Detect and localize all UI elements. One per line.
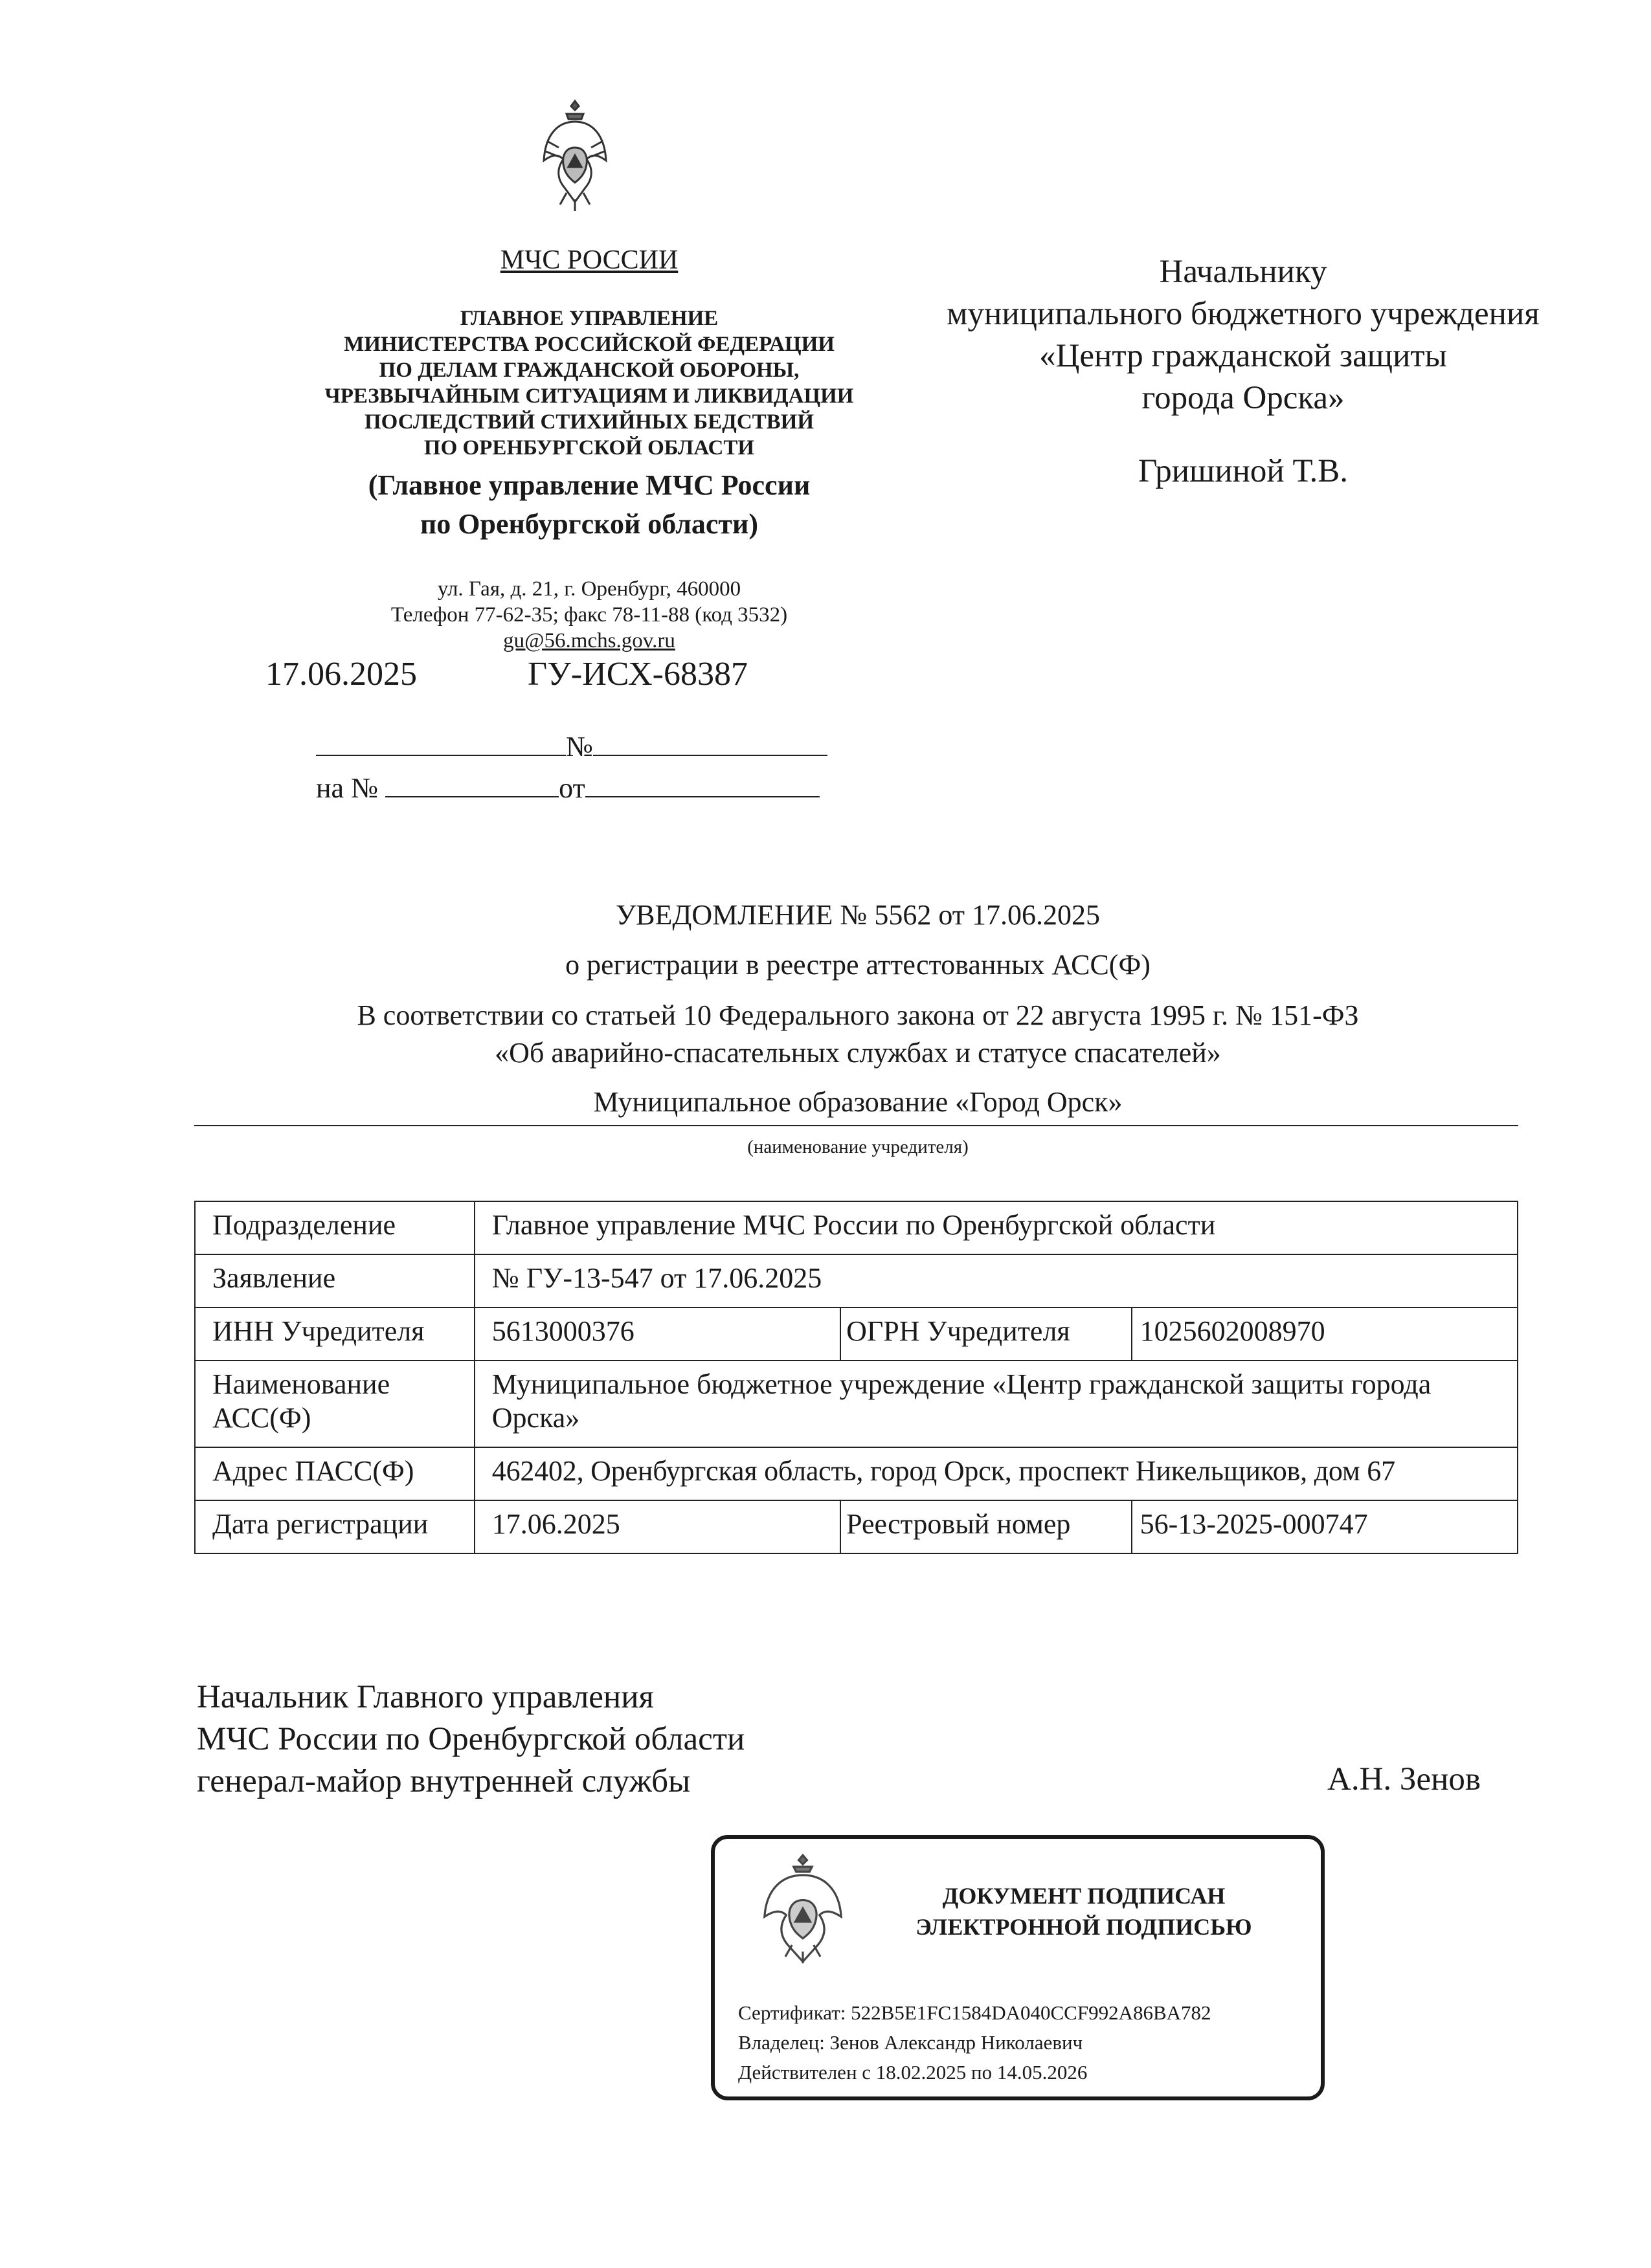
stamp-title: ДОКУМЕНТ ПОДПИСАН ЭЛЕКТРОННОЙ ПОДПИСЬЮ xyxy=(915,1883,1252,1940)
table-value: № ГУ-13-547 от 17.06.2025 xyxy=(475,1254,1518,1307)
stamp-owner: Владелец: Зенов Александр Николаевич xyxy=(738,2031,1083,2054)
stamp-emblem-icon xyxy=(758,1852,848,1968)
emblem-icon xyxy=(541,96,609,219)
table-value: 1025602008970 xyxy=(1132,1307,1518,1361)
stamp-certificate: Сертификат: 522B5E1FC1584DA040CCF992A86BA782 xyxy=(738,2001,1211,2024)
signer-name: А.Н. Зенов xyxy=(1327,1761,1481,1797)
stamp-details xyxy=(738,1998,1211,2087)
agency-short-name: (Главное управление МЧС России по Оренбургской области) xyxy=(368,469,811,540)
table-row xyxy=(195,1254,1518,1307)
table-label: ИНН Учредителя xyxy=(195,1307,475,1361)
founder-caption: (наименование учредителя) xyxy=(747,1137,969,1157)
table-value: 56-13-2025-000747 xyxy=(1132,1500,1518,1553)
founder-name: Муниципальное образование «Город Орск» xyxy=(593,1086,1123,1118)
table-label: Адрес ПАСС(Ф) xyxy=(195,1447,475,1500)
notice-title: УВЕДОМЛЕНИЕ № 5562 от 17.06.2025 xyxy=(615,899,1101,931)
blank-reply-number-field xyxy=(385,772,559,797)
table-label: Наименование АСС(Ф) xyxy=(195,1361,475,1447)
table-value: 462402, Оренбургская область, город Орск, проспект Никельщиков, дом 67 xyxy=(475,1447,1518,1500)
electronic-signature-stamp xyxy=(711,1835,1325,2100)
agency-full-name: ГЛАВНОЕ УПРАВЛЕНИЕ МИНИСТЕРСТВА РОССИЙСКОЙ ФЕДЕРАЦИИ ПО ДЕЛАМ ГРАЖДАНСКОЙ ОБОРОНЫ, ЧРЕЗВЫЧАЙНЫМ СИТУАЦИЯМ И ЛИКВИДАЦИИ ПОСЛЕДСТВИЙ СТИХИЙНЫХ БЕДСТВИЙ ПО ОРЕНБУРГСКОЙ ОБЛАСТИ xyxy=(324,307,854,460)
outgoing-number: ГУ-ИСХ-68387 xyxy=(528,656,748,693)
addressee-name: Гришиной Т.В. xyxy=(1138,453,1349,489)
blank-date-field xyxy=(316,730,566,756)
blank-reply-line: на № от xyxy=(316,772,820,805)
table-label: Подразделение xyxy=(195,1201,475,1254)
outgoing-date: 17.06.2025 xyxy=(265,656,417,693)
agency-email[interactable]: gu@56.mchs.gov.ru xyxy=(503,629,675,652)
table-value: 5613000376 xyxy=(475,1307,840,1361)
stamp-validity: Действителен с 18.02.2025 по 14.05.2026 xyxy=(738,2061,1088,2084)
table-label: ОГРН Учредителя xyxy=(840,1307,1132,1361)
table-value: Муниципальное бюджетное учреждение «Центр гражданской защиты города Орска» xyxy=(475,1361,1518,1447)
table-label: Дата регистрации xyxy=(195,1500,475,1553)
registration-table xyxy=(194,1201,1518,1554)
table-row xyxy=(195,1447,1518,1500)
agency-phone: Телефон 77-62-35; факс 78-11-88 (код 3532) xyxy=(390,603,788,627)
table-value: 17.06.2025 xyxy=(475,1500,840,1553)
addressee-block: Начальнику муниципального бюджетного учреждения «Центр гражданской защиты города Орска» Гришиной Т.В. xyxy=(893,251,1593,493)
table-label: Заявление xyxy=(195,1254,475,1307)
signer-position: Начальник Главного управления МЧС России по Оренбургской области генерал-майор внутренней службы xyxy=(197,1679,745,1799)
table-label: Реестровый номер xyxy=(840,1500,1132,1553)
agency-address: ул. Гая, д. 21, г. Оренбург, 460000 xyxy=(437,577,741,601)
blank-number-line: № xyxy=(316,730,827,763)
table-row xyxy=(195,1201,1518,1254)
table-row xyxy=(195,1307,1518,1361)
agency-name: МЧС РОССИИ xyxy=(500,245,679,275)
notice-legal-basis: В соответствии со статьей 10 Федерального закона от 22 августа 1995 г. № 151-ФЗ «Об аварийно-спасательных службах и статусе спасателей» xyxy=(357,999,1359,1069)
agency-contacts xyxy=(285,576,893,654)
table-row xyxy=(195,1500,1518,1553)
notice-subtitle: о регистрации в реестре аттестованных АСС(Ф) xyxy=(565,949,1151,981)
blank-reply-date-field xyxy=(585,772,820,797)
table-value: Главное управление МЧС России по Оренбургской области xyxy=(475,1201,1518,1254)
table-row xyxy=(195,1361,1518,1447)
blank-number-field xyxy=(593,730,827,756)
founder-underline xyxy=(194,1125,1518,1126)
